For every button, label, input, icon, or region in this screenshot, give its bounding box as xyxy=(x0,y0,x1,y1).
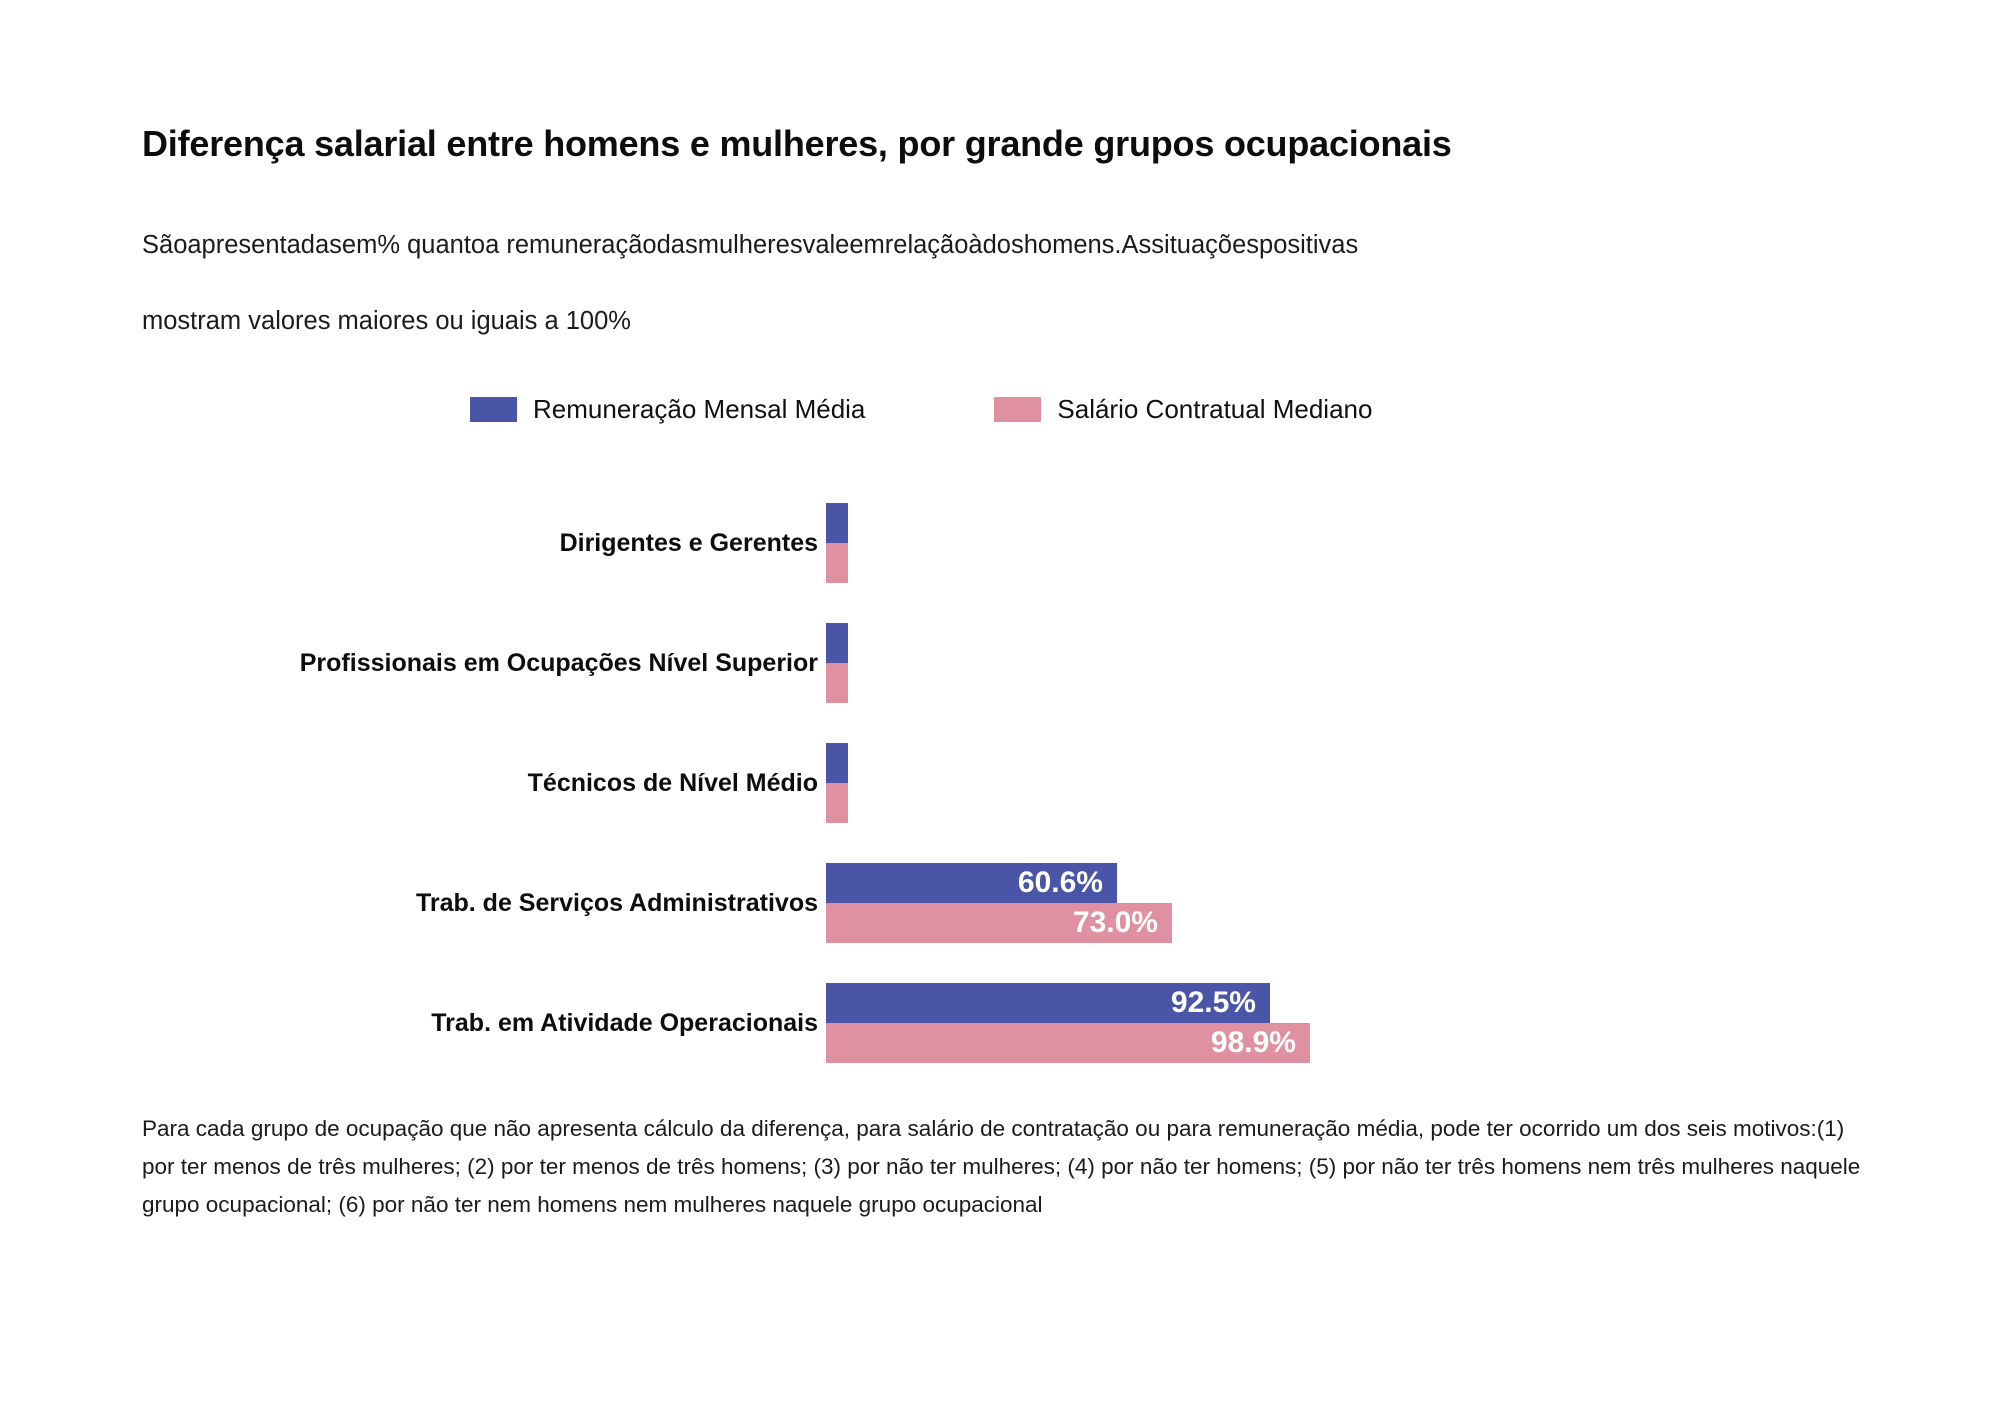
bar-pink-trab-de-servicos-administrativos[interactable] xyxy=(826,903,1172,943)
category-label-trab-de-servicos-administrativos: Trab. de Serviços Administrativos xyxy=(416,889,818,917)
bar-group-dirigentes-e-gerentes xyxy=(0,503,2000,583)
legend-label-salario-contratual-mediano: Salário Contratual Mediano xyxy=(1057,394,1373,424)
bar-value-pink-trab-em-atividade-operacionais: 98.9% xyxy=(1210,1026,1296,1059)
chart-footnote: Para cada grupo de ocupação que não apresenta cálculo da diferença, para salário de contratação ou para remuneração média, pode ter ocorrido um dos seis motivos:(1) por ter menos de três mulheres; (2) por ter menos de três homens; (3) por não ter mulheres; (4) por não ter homens; (5) por não ter três homens nem três mulheres naquele grupo ocupacional; (6) por não ter nem homens nem mulheres naquele grupo ocupacional xyxy=(142,1116,1861,1217)
bar-group-trab-em-atividade-operacionais xyxy=(0,983,2000,1063)
chart-plot-area xyxy=(0,492,2000,1059)
legend-label-remuneracao-mensal-media: Remuneração Mensal Média xyxy=(533,394,866,424)
bar-blue-trab-de-servicos-administrativos[interactable] xyxy=(826,863,1117,903)
category-label-profissionais-em-ocupacoes-nivel-superior: Profissionais em Ocupações Nível Superior xyxy=(299,649,818,677)
category-label-trab-em-atividade-operacionais: Trab. em Atividade Operacionais xyxy=(431,1009,818,1037)
bar-group-profissionais-em-ocupacoes-nivel-superior xyxy=(0,623,2000,703)
category-label-dirigentes-e-gerentes: Dirigentes e Gerentes xyxy=(559,529,818,557)
legend-swatch-icon-blue xyxy=(470,397,517,422)
bar-pair xyxy=(826,983,1926,1063)
page-title: Diferença salarial entre homens e mulheres, por grande grupos ocupacionais xyxy=(142,123,1452,164)
bar-blue-dirigentes-e-gerentes[interactable] xyxy=(826,503,848,543)
bar-pink-profissionais-em-ocupacoes-nivel-superior[interactable] xyxy=(826,663,848,703)
bar-value-blue-trab-de-servicos-administrativos: 60.6% xyxy=(1017,866,1103,899)
chart-subtitle-line-1: Sãoapresentadasem% quantoa remuneraçãodasmulheresvaleemrelaçãoàdoshomens.Assituaçõespositivas xyxy=(142,231,1359,259)
bar-pink-tecnicos-de-nivel-medio[interactable] xyxy=(826,783,848,823)
bar-pair xyxy=(826,503,1926,583)
bar-group-tecnicos-de-nivel-medio xyxy=(0,743,2000,823)
bar-pair xyxy=(826,623,1926,703)
chart-subtitle-line-2: mostram valores maiores ou iguais a 100% xyxy=(142,307,631,335)
bar-pink-dirigentes-e-gerentes[interactable] xyxy=(826,543,848,583)
bar-group-trab-de-servicos-administrativos xyxy=(0,863,2000,943)
legend-item-remuneracao-mensal-media[interactable] xyxy=(470,396,865,422)
chart-legend xyxy=(470,396,1372,422)
bar-pair xyxy=(826,743,1926,823)
bar-blue-tecnicos-de-nivel-medio[interactable] xyxy=(826,743,848,783)
legend-swatch-icon-pink xyxy=(994,397,1041,422)
bar-value-blue-trab-em-atividade-operacionais: 92.5% xyxy=(1170,986,1256,1019)
bar-blue-profissionais-em-ocupacoes-nivel-superior[interactable] xyxy=(826,623,848,663)
bar-blue-trab-em-atividade-operacionais[interactable] xyxy=(826,983,1270,1023)
bar-pink-trab-em-atividade-operacionais[interactable] xyxy=(826,1023,1310,1063)
category-label-tecnicos-de-nivel-medio: Técnicos de Nível Médio xyxy=(527,769,818,797)
chart-subtitle xyxy=(142,207,1672,359)
bar-pair xyxy=(826,863,1926,943)
legend-item-salario-contratual-mediano[interactable] xyxy=(994,396,1372,422)
bar-value-pink-trab-de-servicos-administrativos: 73.0% xyxy=(1072,906,1158,939)
